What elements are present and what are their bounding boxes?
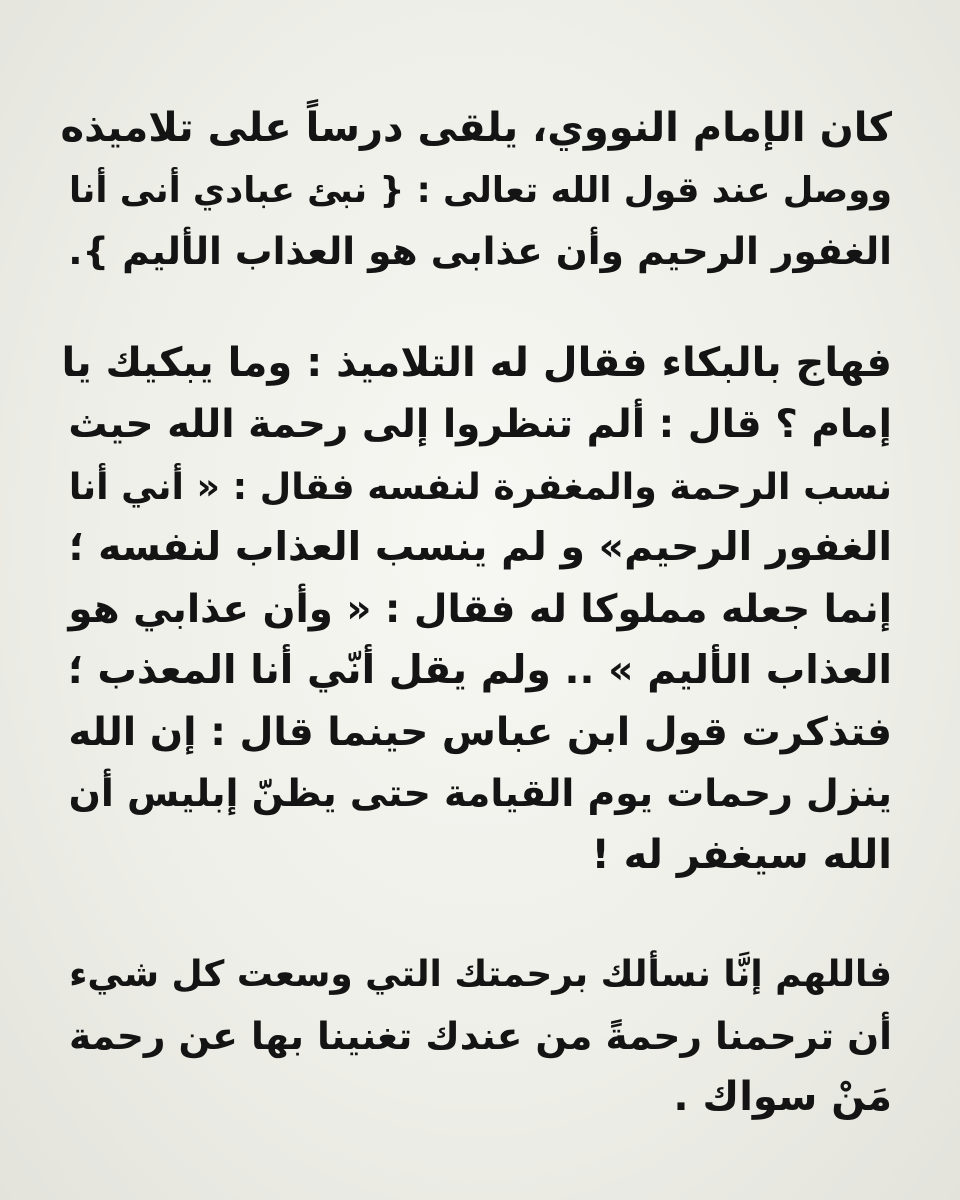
paragraph-spacer <box>60 886 892 944</box>
text-line: فتذكرت قول ابن عباس حينما قال : إن الله <box>68 709 892 755</box>
text-line: إمام ؟ قال : ألم تنظروا إلى رحمة الله حيث <box>68 402 892 447</box>
paragraph-1 <box>60 98 892 283</box>
arabic-text-body <box>60 98 892 1129</box>
text-line: الغفور الرحيم» و لم ينسب العذاب لنفسه ؛ <box>68 524 892 570</box>
text-line: إنما جعله مملوكا له فقال : « وأن عذابي هو <box>68 586 892 632</box>
paragraph-3 <box>60 944 892 1129</box>
text-line: الغفور الرحيم وأن عذابى هو العذاب الأليم }. <box>68 229 892 273</box>
text-line: ووصل عند قول الله تعالى : { نبئ عبادي أنى أنا <box>68 169 892 211</box>
text-line: كان الإمام النووي، يلقى درساً على تلاميذه <box>60 105 892 151</box>
paragraph-2 <box>60 333 892 887</box>
text-line: أن ترحمنا رحمةً من عندك تغنينا بها عن رحمة <box>68 1013 892 1058</box>
paragraph-spacer <box>60 283 892 333</box>
text-line: العذاب الأليم » .. ولم يقل أنّي أنا المعذب ؛ <box>67 647 892 693</box>
text-line: فهاج بالبكاء فقال له التلاميذ : وما يبكيك يا <box>61 339 892 386</box>
text-line: نسب الرحمة والمغفرة لنفسه فقال : « أني أنا <box>68 464 892 508</box>
text-line: ينزل رحمات يوم القيامة حتى يظنّ إبليس أن <box>68 771 892 815</box>
text-line: مَنْ سواك . <box>673 1074 892 1120</box>
text-line: فاللهم إنَّا نسألك برحمتك التي وسعت كل شيء <box>69 954 892 995</box>
text-line: الله سيغفر له ! <box>591 831 892 878</box>
